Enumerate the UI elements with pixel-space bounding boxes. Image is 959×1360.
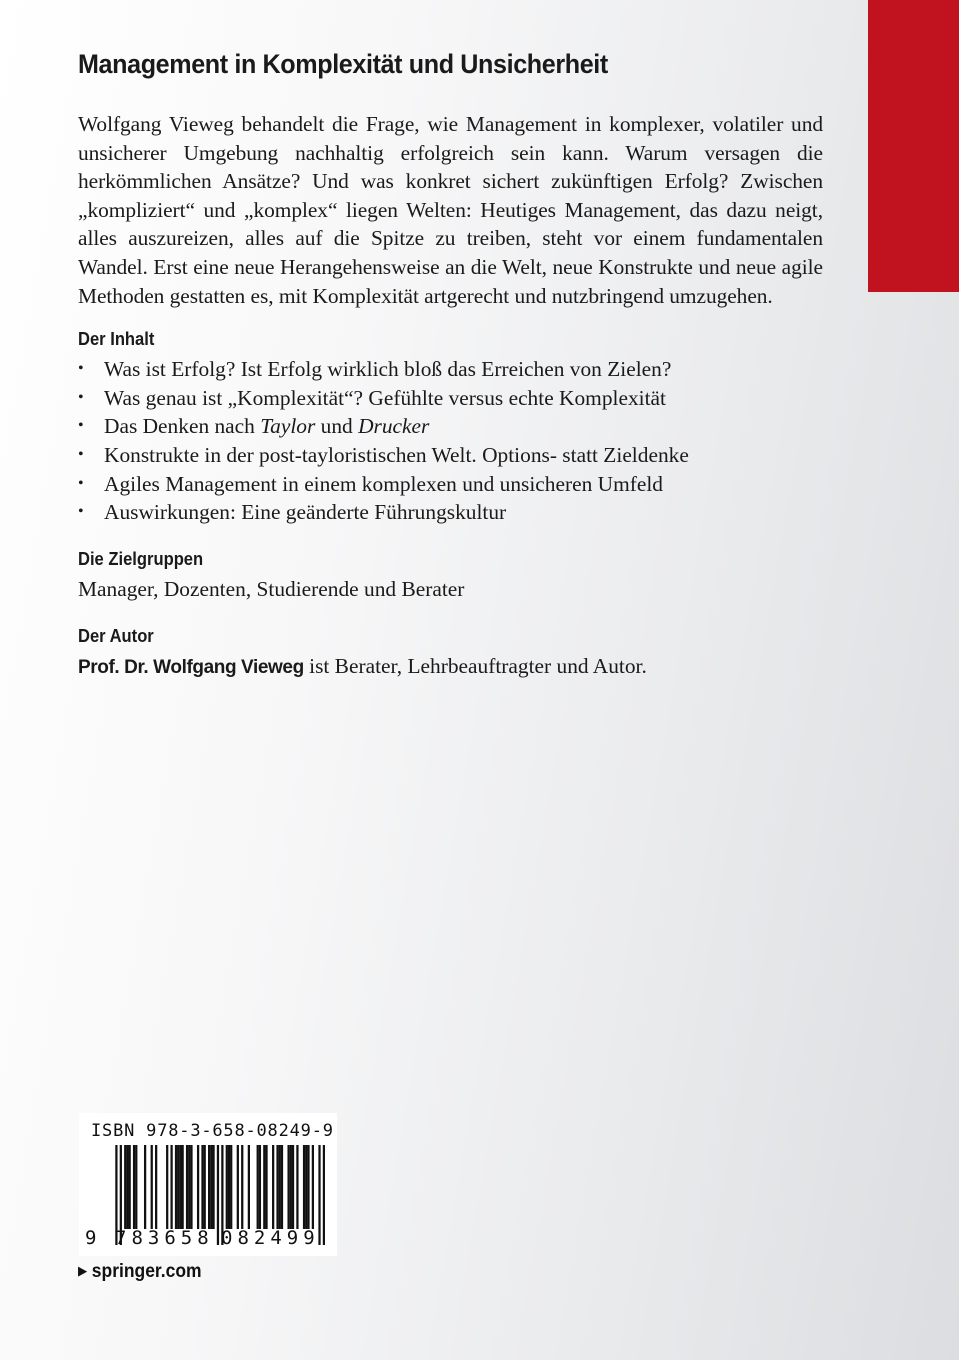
bullet: • (78, 388, 84, 406)
barcode-bar (151, 1145, 153, 1229)
contents-list (78, 355, 823, 527)
barcode-bar (296, 1145, 298, 1229)
barcode-bar (179, 1145, 181, 1229)
barcode-bar (201, 1145, 203, 1229)
list-item (78, 441, 823, 470)
barcode-bar (124, 1145, 126, 1229)
ean-first-digit: 9 (85, 1227, 97, 1249)
list-item-italic: Drucker (358, 414, 430, 439)
barcode-bar (135, 1145, 137, 1229)
barcode-bar (241, 1145, 243, 1229)
author-description: ist Berater, Lehrbeauftragter und Autor. (303, 654, 647, 679)
barcode-bar (279, 1145, 281, 1229)
list-item (78, 498, 823, 527)
barcode-bar (259, 1145, 261, 1229)
list-item (78, 412, 823, 441)
bullet: • (78, 360, 84, 378)
barcode-bar (182, 1145, 184, 1229)
bullet: • (78, 474, 84, 492)
barcode-bar (175, 1145, 177, 1229)
arrow-right-icon: ▶ (78, 1263, 88, 1278)
barcode-bar (230, 1145, 232, 1229)
barcode-bar (177, 1145, 179, 1229)
barcode-bar (307, 1145, 309, 1229)
barcode-bar (263, 1145, 265, 1229)
barcode-bar (188, 1145, 190, 1229)
audience-text: Manager, Dozenten, Studierende und Berater (78, 576, 465, 601)
barcode-bar (166, 1145, 168, 1229)
list-item (78, 384, 823, 413)
ean-left-group: 783658 (115, 1227, 214, 1249)
barcode-bar (287, 1145, 289, 1229)
barcode-bar (126, 1145, 128, 1229)
barcode-bar (144, 1145, 146, 1229)
barcode-bar (208, 1145, 210, 1229)
bullet: • (78, 445, 84, 463)
barcode-bar (190, 1145, 192, 1229)
barcode-bar (212, 1145, 214, 1229)
isbn-barcode (79, 1113, 337, 1256)
barcode-bar (226, 1145, 228, 1229)
barcode-bar (276, 1145, 278, 1229)
barcode-bar (312, 1145, 314, 1229)
list-item-text: Was ist Erfolg? Ist Erfolg wirklich bloß das Erreichen von Zielen? (104, 357, 672, 382)
list-item-text: und (315, 414, 359, 439)
audience-heading: Die Zielgruppen (78, 548, 204, 569)
barcode-bar (197, 1145, 199, 1229)
list-item-text: Agiles Management in einem komplexen und unsicheren Umfeld (104, 471, 663, 496)
barcode-bar (257, 1145, 259, 1229)
isbn-label: ISBN 978-3-658-08249-9 (91, 1121, 334, 1141)
barcode-bar (129, 1145, 131, 1229)
barcode-bar (305, 1145, 307, 1229)
publisher-url: springer.com (91, 1261, 202, 1282)
list-item-text: Was genau ist „Komplexität“? Gefühlte versus echte Komplexität (104, 385, 666, 410)
list-item-text: Konstrukte in der post-tayloristischen Welt. Options- statt Zieldenke (104, 442, 689, 467)
publisher-link[interactable] (78, 1261, 202, 1283)
barcode-bar (303, 1145, 305, 1229)
red-accent-tab (868, 0, 959, 292)
barcode-bar (290, 1145, 292, 1229)
list-item-text: Auswirkungen: Eine geänderte Führungskultur (104, 500, 507, 525)
ean-right-group: 082499 (221, 1227, 320, 1249)
barcode-bar (265, 1145, 267, 1229)
list-item-italic: Taylor (260, 414, 316, 439)
barcode-bar (186, 1145, 188, 1229)
author-name: Prof. Dr. Wolfgang Vieweg (78, 657, 304, 679)
barcode-bar (248, 1145, 250, 1229)
barcode-bar (272, 1145, 274, 1229)
barcode-bar (228, 1145, 230, 1229)
barcode-bar (281, 1145, 283, 1229)
author-text (78, 652, 823, 683)
list-item (78, 355, 823, 384)
barcode-bar (155, 1145, 157, 1229)
bullet: • (78, 503, 84, 521)
back-cover-text (78, 40, 823, 683)
barcode-bar (204, 1145, 206, 1229)
bullet: • (78, 417, 84, 435)
barcode-bar (210, 1145, 212, 1229)
barcode-bar (170, 1145, 172, 1229)
book-title: Management in Komplexität und Unsicherheit (78, 49, 608, 79)
ean-digits (85, 1225, 331, 1251)
list-item (78, 470, 823, 499)
list-item-text: Das Denken nach (104, 414, 261, 439)
contents-heading: Der Inhalt (78, 329, 155, 350)
barcode-bar (237, 1145, 239, 1229)
intro-paragraph: Wolfgang Vieweg behandelt die Frage, wie Management in komplexer, volatiler und unsicherer Umgebung nachhaltig erfolgreich sein kann. Warum versagen die herkömmlichen Ansätze? Und was konkret sichert zukünftigen Erfolg? Zwischen „kompliziert“ und „komplex“ liegen Welten: Heutiges Management, das dazu neigt, alles auszureizen, alles auf die Spitze zu treiben, steht vor einem fundamentalen Wandel. Erst eine neue Herangehensweise an die Welt, neue Konstrukte und neue agile Methoden gestatten es, mit Komplexität artgerecht und nutzbringend umzugehen. (78, 112, 823, 308)
author-heading: Der Autor (78, 626, 154, 647)
barcode-bar (292, 1145, 294, 1229)
barcode-bar (133, 1145, 135, 1229)
